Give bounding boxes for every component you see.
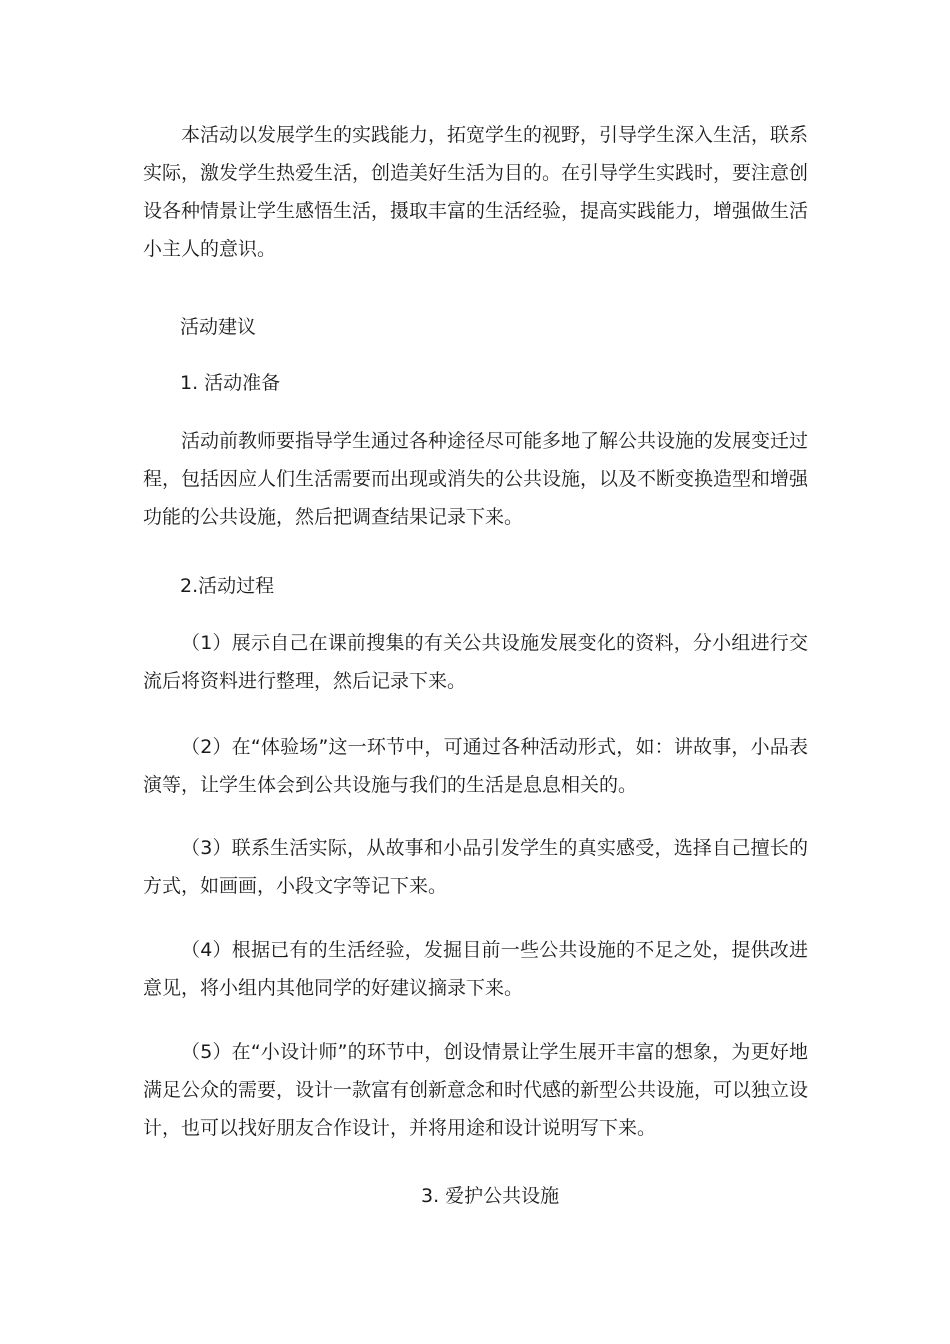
step-paragraph-1: （1）展示自己在课前搜集的有关公共设施发展变化的资料，分小组进行交流后将资料进行整理，然后记录下来。 [143,632,808,692]
step-paragraph-5: （5）在“小设计师”的环节中，创设情景让学生展开丰富的想象，为更好地满足公众的需要，设计一款富有创新意念和时代感的新型公共设施，可以独立设计，也可以找好朋友合作设计，并将用途和设计说明写下来。 [143,1041,809,1139]
process-heading: 2.活动过程 [180,575,275,597]
step-paragraph-2: （2）在“体验场”这一环节中，可通过各种活动形式，如：讲故事，小品表演等，让学生体会到公共设施与我们的生活是息息相关的。 [143,736,808,796]
section-title: 活动建议 [180,316,257,338]
step-paragraph-4: （4）根据已有的生活经验，发掘目前一些公共设施的不足之处，提供改进意见，将小组内其他同学的好建议摘录下来。 [143,939,808,999]
care-heading: 3. 爱护公共设施 [421,1185,560,1207]
prep-heading: 1. 活动准备 [180,372,281,394]
intro-paragraph: 本活动以发展学生的实践能力，拓宽学生的视野，引导学生深入生活，联系实际，激发学生热爱生活，创造美好生活为目的。在引导学生实践时，要注意创设各种情景让学生感悟生活，摄取丰富的生活经验，提高实践能力，增强做生活小主人的意识。 [143,124,809,260]
step-paragraph-3: （3）联系生活实际，从故事和小品引发学生的真实感受，选择自己擅长的方式，如画画，小段文字等记下来。 [143,837,808,897]
prep-paragraph: 活动前教师要指导学生通过各种途径尽可能多地了解公共设施的发展变迁过程，包括因应人们生活需要而出现或消失的公共设施，以及不断变换造型和增强功能的公共设施，然后把调查结果记录下来。 [143,430,809,528]
